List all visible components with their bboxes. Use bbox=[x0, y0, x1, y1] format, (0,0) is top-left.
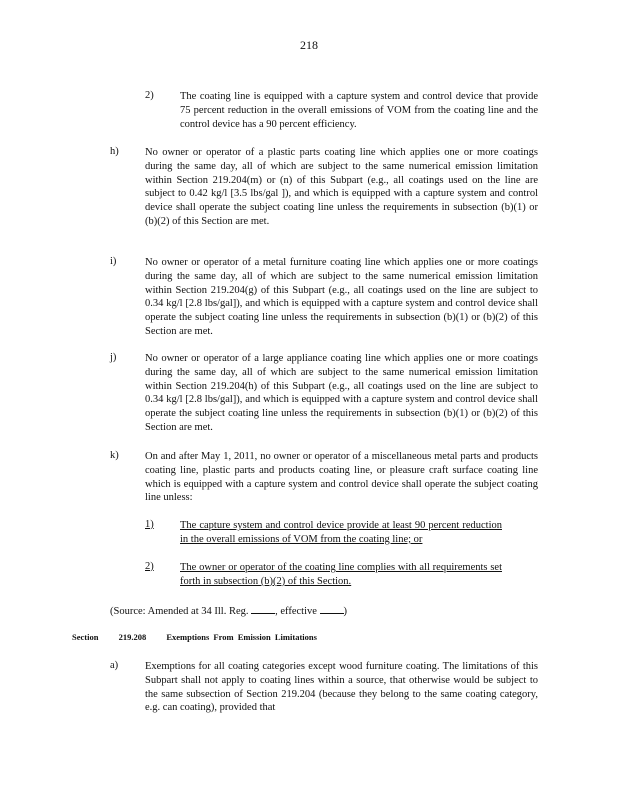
paragraph-label: i) bbox=[110, 256, 117, 267]
page-number: 218 bbox=[300, 38, 318, 52]
section-heading bbox=[72, 632, 333, 642]
source-note bbox=[110, 603, 347, 617]
paragraph-text: No owner or operator of a plastic parts coating line which applies one or more coatings during the same day, all of which are subject to the same numerical emission limitation within Section 219.204(m) or (n) of this Subpart (e.g., all coatings used on the line are subject to 0.42 kg/l [3.5 lbs/gal ]), and which is equipped with a capture system and control device shall operate the subject coating line unless the requirements in subsection (b)(1) or (b)(2) of this Section are met. bbox=[145, 147, 538, 227]
section-number: 219.208 bbox=[118, 632, 147, 642]
sub-item-text: The capture system and control device provide at least 90 percent reduction in the overall emissions of VOM from the coating line; or bbox=[180, 520, 502, 545]
paragraph-label: a) bbox=[110, 660, 119, 671]
section-label: Section bbox=[72, 632, 99, 642]
sub-item-text: The owner or operator of the coating line complies with all requirements set forth in subsection (b)(2) of this Section. bbox=[180, 562, 502, 587]
paragraph-label: 2) bbox=[145, 90, 154, 101]
sub-item-label: 2) bbox=[145, 561, 154, 572]
source-suffix: ) bbox=[343, 606, 348, 617]
paragraph-label: h) bbox=[110, 146, 119, 157]
blank-line bbox=[251, 603, 275, 614]
paragraph-text: No owner or operator of a metal furniture coating line which applies one or more coatings during the same day, all of which are subject to the same numerical emission limitation within Section 219.204(g) of this Subpart (e.g., all coatings used on the line are subject to 0.34 kg/l [2.8 lbs/gal]), and which is equipped with a capture system and control device shall operate the subject coating line unless the requirements in subsection (b)(1) or (b)(2) of this Section are met. bbox=[145, 257, 538, 337]
section-title: Exemptions From Emission Limitations bbox=[166, 632, 317, 642]
source-prefix: (Source: Amended at 34 Ill. Reg. bbox=[110, 606, 249, 617]
paragraph-text: The coating line is equipped with a capture system and control device that provide 75 percent reduction in the overall emissions of VOM from the coating line and the control device has a 90 percent efficiency. bbox=[180, 91, 538, 130]
paragraph-text: Exemptions for all coating categories except wood furniture coating. The limitations of this Subpart shall not apply to coating lines within a source, that otherwise would be subject to the same subsection of Section 219.204 (because they belong to the same coating category, e.g. can coating), provided that bbox=[145, 661, 538, 714]
sub-item-label: 1) bbox=[145, 519, 154, 530]
source-middle: , effective bbox=[275, 606, 317, 617]
paragraph-label: j) bbox=[110, 352, 117, 363]
paragraph-label: k) bbox=[110, 450, 119, 461]
blank-line bbox=[320, 603, 344, 614]
paragraph-text: On and after May 1, 2011, no owner or operator of a miscellaneous metal parts and products coating line, plastic parts and products coating line, or pleasure craft surface coating line which is equipped with a capture system and control device shall operate the subject coating line unless: bbox=[145, 451, 538, 504]
paragraph-text: No owner or operator of a large appliance coating line which applies one or more coatings during the same day, all of which are subject to the same numerical emission limitation within Section 219.204(h) of this Subpart (e.g., all coatings used on the line are subject to 0.34 kg/l [2.8 lbs/gal]), and which is equipped with a capture system and control device shall operate the subject coating line unless the requirements in subsection (b)(1) or (b)(2) of this Section are met. bbox=[145, 353, 538, 433]
